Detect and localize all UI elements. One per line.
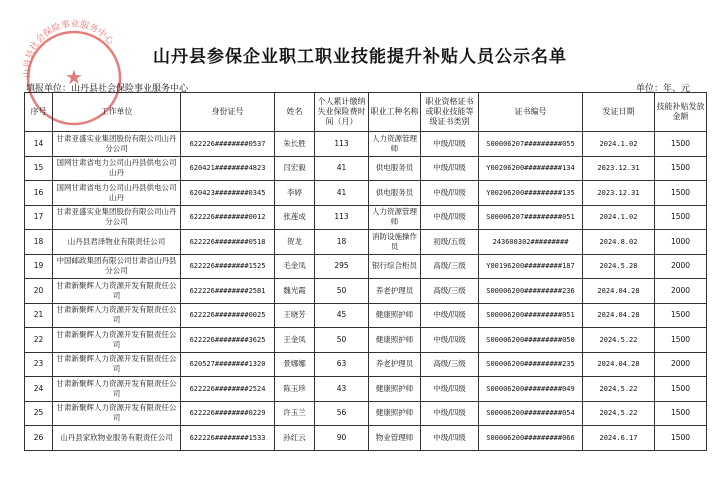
table-row bbox=[25, 254, 707, 279]
col-employer: 甘肃新聚辉人力资源开发有限责任公司 bbox=[53, 377, 181, 402]
col-subsidy-amount: 1500 bbox=[655, 132, 707, 157]
col-contribution-months: 50 bbox=[315, 328, 369, 353]
subsidy-recipients-table bbox=[24, 92, 707, 451]
col-contribution-months: 18 bbox=[315, 230, 369, 255]
header-col-issue-date: 发证日期 bbox=[583, 93, 655, 132]
col-issue-date: 2024.1.02 bbox=[583, 132, 655, 157]
col-subsidy-amount: 1500 bbox=[655, 181, 707, 206]
col-index: 24 bbox=[25, 377, 53, 402]
header-col-name: 姓名 bbox=[275, 93, 315, 132]
header-col-subsidy-amount: 技能补贴发放金额 bbox=[655, 93, 707, 132]
col-issue-date: 2024.04.28 bbox=[583, 279, 655, 304]
col-index: 19 bbox=[25, 254, 53, 279]
col-employer: 甘肃亚盛实业集团股份有限公司山丹分公司 bbox=[53, 205, 181, 230]
col-name: 张莲成 bbox=[275, 205, 315, 230]
col-occupation: 健康照护师 bbox=[369, 328, 421, 353]
col-occupation: 人力资源管理师 bbox=[369, 205, 421, 230]
col-issue-date: 2024.1.02 bbox=[583, 205, 655, 230]
col-certificate-number: S00006207#########051 bbox=[479, 205, 583, 230]
col-certificate-level: 中级/四级 bbox=[421, 156, 479, 181]
col-issue-date: 2023.12.31 bbox=[583, 181, 655, 206]
reporting-unit-label: 填报单位：山丹县社会保险事业服务中心 bbox=[26, 84, 189, 94]
col-id-number: 622226########3625 bbox=[181, 328, 275, 353]
header-col-contribution-months: 个人累计缴纳失业保险费时间（月） bbox=[315, 93, 369, 132]
col-index: 21 bbox=[25, 303, 53, 328]
col-name: 景娜娜 bbox=[275, 352, 315, 377]
table-row bbox=[25, 156, 707, 181]
col-name: 李婷 bbox=[275, 181, 315, 206]
table-row bbox=[25, 426, 707, 451]
col-issue-date: 2024.5.22 bbox=[583, 328, 655, 353]
col-name: 贺龙 bbox=[275, 230, 315, 255]
col-issue-date: 2024.5.22 bbox=[583, 401, 655, 426]
col-issue-date: 2024.5.28 bbox=[583, 254, 655, 279]
col-contribution-months: 41 bbox=[315, 181, 369, 206]
col-subsidy-amount: 1500 bbox=[655, 303, 707, 328]
col-name: 魏光霞 bbox=[275, 279, 315, 304]
col-certificate-number: S00006207#########055 bbox=[479, 132, 583, 157]
table-row bbox=[25, 230, 707, 255]
col-issue-date: 2024.5.22 bbox=[583, 377, 655, 402]
col-certificate-number: Y00196200#########187 bbox=[479, 254, 583, 279]
table-row bbox=[25, 328, 707, 353]
col-employer: 中国邮政集团有限公司甘肃省山丹县分公司 bbox=[53, 254, 181, 279]
col-certificate-level: 高级/三级 bbox=[421, 352, 479, 377]
col-id-number: 620527########1320 bbox=[181, 352, 275, 377]
unit-of-measure-label: 单位：年、元 bbox=[635, 84, 690, 94]
col-id-number: 622226########2581 bbox=[181, 279, 275, 304]
col-subsidy-amount: 2000 bbox=[655, 254, 707, 279]
col-certificate-level: 中级/四级 bbox=[421, 205, 479, 230]
col-occupation: 健康照护师 bbox=[369, 377, 421, 402]
col-name: 王金凤 bbox=[275, 328, 315, 353]
page-title: 山丹县参保企业职工职业技能提升补贴人员公示名单 bbox=[153, 47, 567, 67]
col-name: 朱长胜 bbox=[275, 132, 315, 157]
col-employer: 甘肃新聚辉人力资源开发有限责任公司 bbox=[53, 328, 181, 353]
col-index: 18 bbox=[25, 230, 53, 255]
col-subsidy-amount: 1500 bbox=[655, 377, 707, 402]
col-certificate-level: 中级/四级 bbox=[421, 426, 479, 451]
col-index: 15 bbox=[25, 156, 53, 181]
col-id-number: 622226########1525 bbox=[181, 254, 275, 279]
svg-text:山丹县社会保险事业服务中心: 山丹县社会保险事业服务中心 bbox=[22, 19, 116, 79]
col-certificate-number: S00006200#########054 bbox=[479, 401, 583, 426]
col-name: 闫宏毅 bbox=[275, 156, 315, 181]
col-employer: 甘肃新聚辉人力资源开发有限责任公司 bbox=[53, 303, 181, 328]
col-index: 22 bbox=[25, 328, 53, 353]
table-row bbox=[25, 132, 707, 157]
col-index: 20 bbox=[25, 279, 53, 304]
col-contribution-months: 90 bbox=[315, 426, 369, 451]
col-index: 25 bbox=[25, 401, 53, 426]
col-certificate-level: 高级/三级 bbox=[421, 254, 479, 279]
col-name: 陈玉珍 bbox=[275, 377, 315, 402]
table-row bbox=[25, 377, 707, 402]
header-col-index: 序号 bbox=[25, 93, 53, 132]
col-certificate-level: 中级/四级 bbox=[421, 132, 479, 157]
col-id-number: 622226########0518 bbox=[181, 230, 275, 255]
col-contribution-months: 63 bbox=[315, 352, 369, 377]
col-occupation: 养老护理员 bbox=[369, 352, 421, 377]
col-issue-date: 2024.04.28 bbox=[583, 352, 655, 377]
col-issue-date: 2024.6.17 bbox=[583, 426, 655, 451]
col-index: 23 bbox=[25, 352, 53, 377]
col-occupation: 银行综合柜员 bbox=[369, 254, 421, 279]
col-issue-date: 2024.8.02 bbox=[583, 230, 655, 255]
col-employer: 甘肃亚盛实业集团股份有限公司山丹分公司 bbox=[53, 132, 181, 157]
col-certificate-level: 中级/四级 bbox=[421, 377, 479, 402]
col-certificate-level: 中级/四级 bbox=[421, 328, 479, 353]
header-col-employer: 工作单位 bbox=[53, 93, 181, 132]
col-name: 孙红云 bbox=[275, 426, 315, 451]
col-employer: 山丹县家欣物业服务有限责任公司 bbox=[53, 426, 181, 451]
table-row bbox=[25, 303, 707, 328]
col-subsidy-amount: 1000 bbox=[655, 230, 707, 255]
col-index: 26 bbox=[25, 426, 53, 451]
col-certificate-number: S00006200#########235 bbox=[479, 352, 583, 377]
col-name: 毛金凤 bbox=[275, 254, 315, 279]
col-employer: 甘肃新聚辉人力资源开发有限责任公司 bbox=[53, 279, 181, 304]
col-subsidy-amount: 2000 bbox=[655, 352, 707, 377]
table-row bbox=[25, 279, 707, 304]
col-occupation: 供电服务员 bbox=[369, 156, 421, 181]
col-id-number: 622226########0537 bbox=[181, 132, 275, 157]
col-certificate-number: 243600302######### bbox=[479, 230, 583, 255]
col-subsidy-amount: 1500 bbox=[655, 156, 707, 181]
col-issue-date: 2023.12.31 bbox=[583, 156, 655, 181]
col-contribution-months: 113 bbox=[315, 205, 369, 230]
col-certificate-number: S00006200#########236 bbox=[479, 279, 583, 304]
col-occupation: 健康照护师 bbox=[369, 401, 421, 426]
col-certificate-level: 高级/三级 bbox=[421, 279, 479, 304]
header-col-certificate-number: 证书编号 bbox=[479, 93, 583, 132]
col-occupation: 人力资源管理师 bbox=[369, 132, 421, 157]
table-row bbox=[25, 181, 707, 206]
col-contribution-months: 113 bbox=[315, 132, 369, 157]
col-contribution-months: 41 bbox=[315, 156, 369, 181]
col-employer: 甘肃新聚辉人力资源开发有限责任公司 bbox=[53, 352, 181, 377]
col-certificate-level: 中级/四级 bbox=[421, 181, 479, 206]
col-occupation: 物业管理师 bbox=[369, 426, 421, 451]
col-employer: 山丹县君泽物业有限责任公司 bbox=[53, 230, 181, 255]
col-name: 许玉兰 bbox=[275, 401, 315, 426]
col-contribution-months: 56 bbox=[315, 401, 369, 426]
col-certificate-number: S00006200#########049 bbox=[479, 377, 583, 402]
col-employer: 甘肃新聚辉人力资源开发有限责任公司 bbox=[53, 401, 181, 426]
col-id-number: 622226########2524 bbox=[181, 377, 275, 402]
col-name: 王晓芳 bbox=[275, 303, 315, 328]
col-certificate-number: S00006200#########051 bbox=[479, 303, 583, 328]
col-subsidy-amount: 1500 bbox=[655, 401, 707, 426]
col-id-number: 622226########0229 bbox=[181, 401, 275, 426]
col-id-number: 622226########1533 bbox=[181, 426, 275, 451]
col-index: 14 bbox=[25, 132, 53, 157]
col-certificate-number: Y00206200#########135 bbox=[479, 181, 583, 206]
col-subsidy-amount: 1500 bbox=[655, 205, 707, 230]
col-employer: 国网甘肃省电力公司山丹县供电公司山丹 bbox=[53, 181, 181, 206]
col-subsidy-amount: 2000 bbox=[655, 279, 707, 304]
col-certificate-number: S00006200#########050 bbox=[479, 328, 583, 353]
col-occupation: 消防设施操作员 bbox=[369, 230, 421, 255]
header-col-id-number: 身份证号 bbox=[181, 93, 275, 132]
col-certificate-level: 中级/四级 bbox=[421, 401, 479, 426]
col-id-number: 622226########0025 bbox=[181, 303, 275, 328]
col-occupation: 供电服务员 bbox=[369, 181, 421, 206]
col-contribution-months: 295 bbox=[315, 254, 369, 279]
col-index: 16 bbox=[25, 181, 53, 206]
col-certificate-level: 中级/四级 bbox=[421, 303, 479, 328]
col-certificate-number: S00006200#########066 bbox=[479, 426, 583, 451]
table-header-row bbox=[25, 93, 707, 132]
col-contribution-months: 45 bbox=[315, 303, 369, 328]
col-index: 17 bbox=[25, 205, 53, 230]
table-row bbox=[25, 352, 707, 377]
table-row bbox=[25, 401, 707, 426]
col-certificate-number: Y00206200#########134 bbox=[479, 156, 583, 181]
svg-text:★: ★ bbox=[65, 65, 83, 89]
col-certificate-level: 初级/五级 bbox=[421, 230, 479, 255]
col-occupation: 健康照护师 bbox=[369, 303, 421, 328]
col-id-number: 622226########0012 bbox=[181, 205, 275, 230]
col-issue-date: 2024.04.28 bbox=[583, 303, 655, 328]
col-occupation: 养老护理员 bbox=[369, 279, 421, 304]
col-subsidy-amount: 1500 bbox=[655, 328, 707, 353]
table-row bbox=[25, 205, 707, 230]
header-col-certificate-level: 职业资格证书或职业技能等级证书类别 bbox=[421, 93, 479, 132]
col-id-number: 620421########4823 bbox=[181, 156, 275, 181]
col-employer: 国网甘肃省电力公司山丹县供电公司山丹 bbox=[53, 156, 181, 181]
col-subsidy-amount: 1500 bbox=[655, 426, 707, 451]
header-col-occupation: 职业工种名称 bbox=[369, 93, 421, 132]
col-contribution-months: 50 bbox=[315, 279, 369, 304]
col-id-number: 620423########0345 bbox=[181, 181, 275, 206]
col-contribution-months: 43 bbox=[315, 377, 369, 402]
